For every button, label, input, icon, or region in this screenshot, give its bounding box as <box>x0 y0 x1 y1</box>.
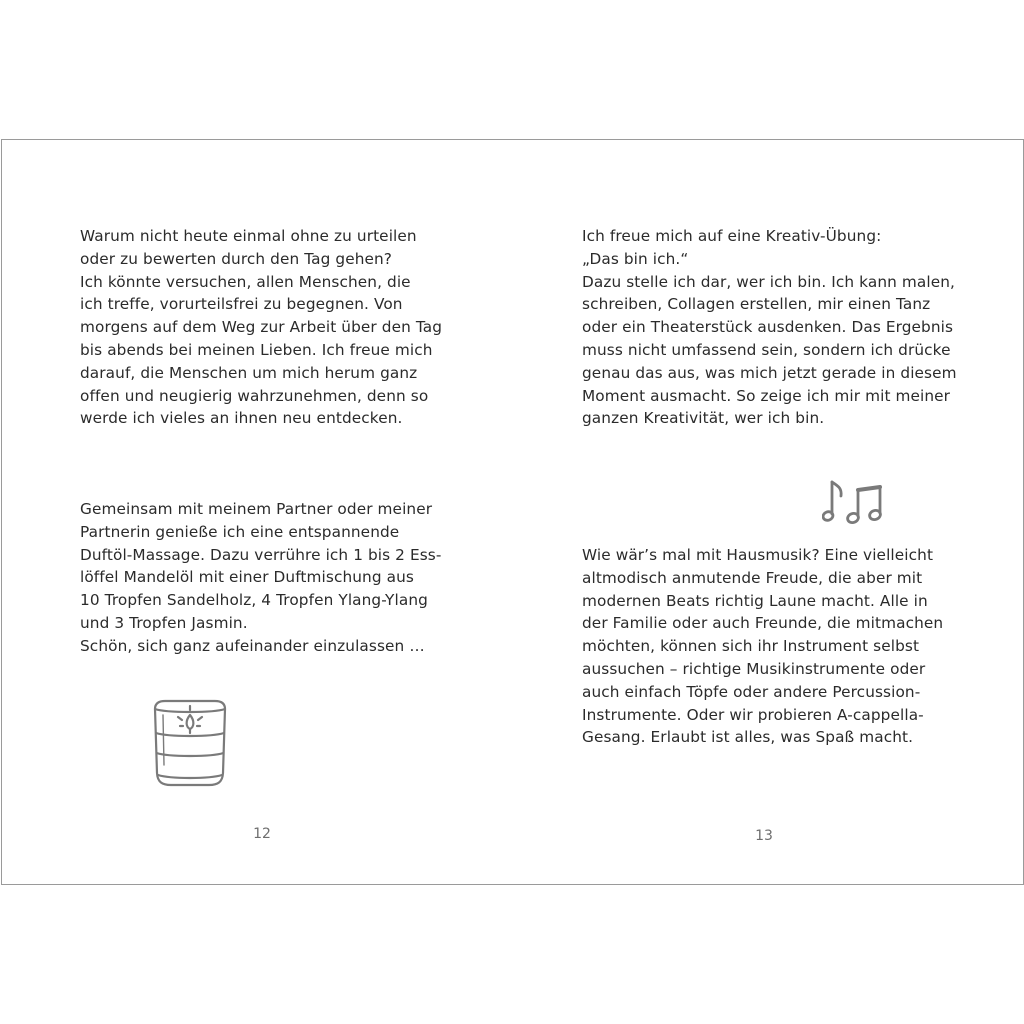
left-page <box>2 140 512 884</box>
left-paragraph-1: Warum nicht heute einmal ohne zu urteilen oder zu bewerten durch den Tag gehen? Ich könnte versuchen, allen Menschen, die ich treffe, vorurteilsfrei zu begegnen. Von morgens auf dem Weg zur Arbeit über den Tag bis abends bei meinen Lieben. Ich freue mich darauf, die Menschen um mich herum ganz offen und neugierig wahrzunehmen, denn so werde ich vieles an ihnen neu entdecken. <box>80 227 443 428</box>
right-page <box>512 140 1023 884</box>
left-paragraph-2: Gemeinsam mit meinem Partner oder meiner Partnerin genieße ich eine entspannende Duftöl-Massage. Dazu verrühre ich 1 bis 2 Ess- löffel Mandelöl mit einer Duftmischung aus 10 Tropfen Sandelholz, 4 Tropfen Ylang-Ylang und 3 Tropfen Jasmin. Schön, sich ganz aufeinander einzulassen … <box>80 500 442 655</box>
page-number-right: 13 <box>755 828 773 844</box>
right-paragraph-1: Ich freue mich auf eine Kreativ-Übung: „Das bin ich.“ Dazu stelle ich dar, wer ich bin. Ich kann malen, schreiben, Collagen erstellen, mir einen Tanz oder ein Theaterstück ausdenken. Das Ergebnis muss nicht umfassend sein, sondern ich drücke genau das aus, was mich jetzt gerade in diesem Moment ausmacht. So zeige ich mir mit meiner ganzen Kreativität, wer ich bin. <box>582 227 957 428</box>
right-paragraph-2: Wie wär’s mal mit Hausmusik? Eine vielleicht altmodisch anmutende Freude, die aber mit modernen Beats richtig Laune macht. Alle in der Familie oder auch Freunde, die mitmachen möchten, können sich ihr Instrument selbst aussuchen – richtige Musikinstrumente oder auch einfach Töpfe oder andere Percussion- Instrumente. Oder wir probieren A-cappella- Gesang. Erlaubt ist alles, was Spaß macht. <box>582 546 944 747</box>
book-spread <box>1 139 1024 885</box>
candle-glass-icon <box>147 695 233 793</box>
page-number-left: 12 <box>253 826 271 842</box>
music-notes-icon <box>822 478 892 526</box>
